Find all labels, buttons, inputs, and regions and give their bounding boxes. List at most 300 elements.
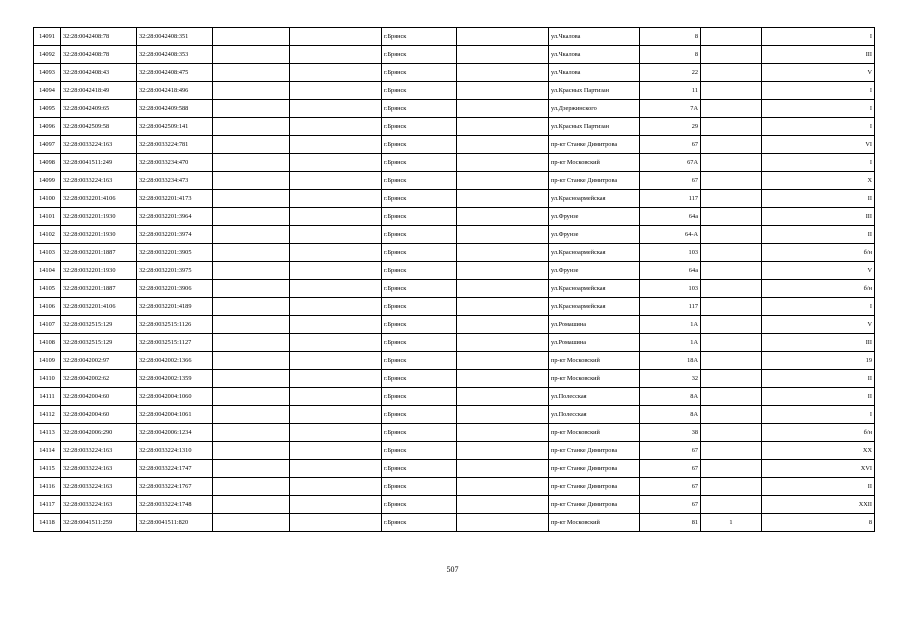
room-cell: III bbox=[762, 46, 875, 64]
row-number-cell: 14094 bbox=[34, 82, 61, 100]
cadastral-object-cell: 32:28:0032201:3905 bbox=[137, 244, 213, 262]
cadastral-parcel-cell: 32:28:0042004:60 bbox=[61, 406, 137, 424]
cadastral-object-cell: 32:28:0042002:1359 bbox=[137, 370, 213, 388]
empty-cell bbox=[290, 154, 382, 172]
city-cell: г.Брянск bbox=[382, 406, 457, 424]
city-cell: г.Брянск bbox=[382, 154, 457, 172]
city-cell: г.Брянск bbox=[382, 136, 457, 154]
table-row bbox=[34, 496, 875, 514]
city-cell: г.Брянск bbox=[382, 442, 457, 460]
room-cell: III bbox=[762, 208, 875, 226]
city-cell: г.Брянск bbox=[382, 298, 457, 316]
empty-cell bbox=[213, 298, 290, 316]
empty-cell bbox=[457, 172, 549, 190]
building-cell bbox=[701, 154, 762, 172]
empty-cell bbox=[213, 226, 290, 244]
empty-cell bbox=[213, 262, 290, 280]
room-cell: I bbox=[762, 118, 875, 136]
registry-table bbox=[33, 27, 875, 532]
table-row bbox=[34, 190, 875, 208]
city-cell: г.Брянск bbox=[382, 280, 457, 298]
empty-cell bbox=[290, 496, 382, 514]
cadastral-parcel-cell: 32:28:0033224:163 bbox=[61, 460, 137, 478]
row-number-cell: 14118 bbox=[34, 514, 61, 532]
city-cell: г.Брянск bbox=[382, 226, 457, 244]
cadastral-parcel-cell: 32:28:0033224:163 bbox=[61, 478, 137, 496]
street-cell: ул.Полесская bbox=[549, 406, 640, 424]
house-cell: 67 bbox=[640, 496, 701, 514]
empty-cell bbox=[213, 424, 290, 442]
empty-cell bbox=[290, 28, 382, 46]
empty-cell bbox=[213, 64, 290, 82]
city-cell: г.Брянск bbox=[382, 334, 457, 352]
cadastral-parcel-cell: 32:28:0042006:290 bbox=[61, 424, 137, 442]
empty-cell bbox=[290, 64, 382, 82]
city-cell: г.Брянск bbox=[382, 496, 457, 514]
cadastral-parcel-cell: 32:28:0033224:163 bbox=[61, 136, 137, 154]
city-cell: г.Брянск bbox=[382, 352, 457, 370]
street-cell: пр-кт Московский bbox=[549, 352, 640, 370]
empty-cell bbox=[290, 136, 382, 154]
empty-cell bbox=[457, 118, 549, 136]
room-cell: XVI bbox=[762, 460, 875, 478]
house-cell: 38 bbox=[640, 424, 701, 442]
room-cell: II bbox=[762, 478, 875, 496]
building-cell bbox=[701, 316, 762, 334]
room-cell: б/н bbox=[762, 244, 875, 262]
street-cell: ул.Ромашина bbox=[549, 316, 640, 334]
building-cell: 1 bbox=[701, 514, 762, 532]
building-cell bbox=[701, 388, 762, 406]
empty-cell bbox=[213, 514, 290, 532]
building-cell bbox=[701, 190, 762, 208]
cadastral-parcel-cell: 32:28:0042002:97 bbox=[61, 352, 137, 370]
street-cell: ул.Красноармейская bbox=[549, 280, 640, 298]
building-cell bbox=[701, 334, 762, 352]
table-row bbox=[34, 118, 875, 136]
cadastral-object-cell: 32:28:0033224:1748 bbox=[137, 496, 213, 514]
cadastral-object-cell: 32:28:0032201:4189 bbox=[137, 298, 213, 316]
empty-cell bbox=[457, 28, 549, 46]
building-cell bbox=[701, 82, 762, 100]
house-cell: 11 bbox=[640, 82, 701, 100]
empty-cell bbox=[290, 208, 382, 226]
empty-cell bbox=[290, 226, 382, 244]
empty-cell bbox=[290, 244, 382, 262]
table-row bbox=[34, 280, 875, 298]
row-number-cell: 14116 bbox=[34, 478, 61, 496]
table-row bbox=[34, 370, 875, 388]
table-row bbox=[34, 316, 875, 334]
building-cell bbox=[701, 496, 762, 514]
empty-cell bbox=[213, 388, 290, 406]
empty-cell bbox=[213, 496, 290, 514]
building-cell bbox=[701, 28, 762, 46]
cadastral-parcel-cell: 32:28:0042002:62 bbox=[61, 370, 137, 388]
house-cell: 29 bbox=[640, 118, 701, 136]
cadastral-parcel-cell: 32:28:0033224:163 bbox=[61, 172, 137, 190]
cadastral-parcel-cell: 32:28:0032201:1930 bbox=[61, 226, 137, 244]
street-cell: пр-кт Станке Димитрова bbox=[549, 460, 640, 478]
house-cell: 67 bbox=[640, 460, 701, 478]
empty-cell bbox=[290, 406, 382, 424]
room-cell: I bbox=[762, 82, 875, 100]
empty-cell bbox=[290, 298, 382, 316]
city-cell: г.Брянск bbox=[382, 64, 457, 82]
empty-cell bbox=[457, 190, 549, 208]
cadastral-parcel-cell: 32:28:0042408:78 bbox=[61, 46, 137, 64]
cadastral-parcel-cell: 32:28:0041511:259 bbox=[61, 514, 137, 532]
city-cell: г.Брянск bbox=[382, 28, 457, 46]
cadastral-object-cell: 32:28:0032201:3964 bbox=[137, 208, 213, 226]
empty-cell bbox=[457, 226, 549, 244]
row-number-cell: 14115 bbox=[34, 460, 61, 478]
street-cell: ул.Дзержинского bbox=[549, 100, 640, 118]
cadastral-object-cell: 32:28:0042002:1366 bbox=[137, 352, 213, 370]
empty-cell bbox=[213, 280, 290, 298]
cadastral-object-cell: 32:28:0032515:1126 bbox=[137, 316, 213, 334]
cadastral-parcel-cell: 32:28:0032201:1887 bbox=[61, 244, 137, 262]
empty-cell bbox=[213, 190, 290, 208]
room-cell: VI bbox=[762, 136, 875, 154]
empty-cell bbox=[457, 136, 549, 154]
house-cell: 32 bbox=[640, 370, 701, 388]
building-cell bbox=[701, 442, 762, 460]
room-cell: V bbox=[762, 316, 875, 334]
cadastral-object-cell: 32:28:0033234:473 bbox=[137, 172, 213, 190]
cadastral-parcel-cell: 32:28:0032201:1887 bbox=[61, 280, 137, 298]
empty-cell bbox=[213, 136, 290, 154]
room-cell: XX bbox=[762, 442, 875, 460]
city-cell: г.Брянск bbox=[382, 46, 457, 64]
house-cell: 67А bbox=[640, 154, 701, 172]
table-row bbox=[34, 298, 875, 316]
street-cell: пр-кт Станке Димитрова bbox=[549, 442, 640, 460]
room-cell: XXII bbox=[762, 496, 875, 514]
table-row bbox=[34, 262, 875, 280]
building-cell bbox=[701, 64, 762, 82]
building-cell bbox=[701, 352, 762, 370]
house-cell: 8 bbox=[640, 28, 701, 46]
row-number-cell: 14096 bbox=[34, 118, 61, 136]
empty-cell bbox=[457, 64, 549, 82]
row-number-cell: 14108 bbox=[34, 334, 61, 352]
empty-cell bbox=[457, 514, 549, 532]
room-cell: X bbox=[762, 172, 875, 190]
empty-cell bbox=[290, 118, 382, 136]
building-cell bbox=[701, 280, 762, 298]
house-cell: 67 bbox=[640, 172, 701, 190]
table-row bbox=[34, 514, 875, 532]
street-cell: пр-кт Московский bbox=[549, 370, 640, 388]
table-row bbox=[34, 226, 875, 244]
cadastral-parcel-cell: 32:28:0032201:1930 bbox=[61, 208, 137, 226]
empty-cell bbox=[290, 460, 382, 478]
empty-cell bbox=[457, 388, 549, 406]
cadastral-parcel-cell: 32:28:0032515:129 bbox=[61, 334, 137, 352]
empty-cell bbox=[213, 28, 290, 46]
cadastral-object-cell: 32:28:0042408:475 bbox=[137, 64, 213, 82]
cadastral-object-cell: 32:28:0033224:781 bbox=[137, 136, 213, 154]
row-number-cell: 14114 bbox=[34, 442, 61, 460]
city-cell: г.Брянск bbox=[382, 478, 457, 496]
row-number-cell: 14097 bbox=[34, 136, 61, 154]
empty-cell bbox=[457, 208, 549, 226]
building-cell bbox=[701, 226, 762, 244]
city-cell: г.Брянск bbox=[382, 370, 457, 388]
street-cell: ул.Фрунзе bbox=[549, 262, 640, 280]
empty-cell bbox=[457, 100, 549, 118]
table-row bbox=[34, 154, 875, 172]
row-number-cell: 14109 bbox=[34, 352, 61, 370]
room-cell: II bbox=[762, 388, 875, 406]
street-cell: ул.Полесская bbox=[549, 388, 640, 406]
city-cell: г.Брянск bbox=[382, 172, 457, 190]
street-cell: пр-кт Станке Димитрова bbox=[549, 496, 640, 514]
house-cell: 8А bbox=[640, 388, 701, 406]
cadastral-object-cell: 32:28:0042004:1061 bbox=[137, 406, 213, 424]
empty-cell bbox=[290, 442, 382, 460]
table-body bbox=[34, 28, 875, 532]
empty-cell bbox=[457, 280, 549, 298]
room-cell: б/н bbox=[762, 424, 875, 442]
cadastral-object-cell: 32:28:0032201:3974 bbox=[137, 226, 213, 244]
cadastral-parcel-cell: 32:28:0041511:249 bbox=[61, 154, 137, 172]
row-number-cell: 14110 bbox=[34, 370, 61, 388]
empty-cell bbox=[290, 478, 382, 496]
empty-cell bbox=[290, 316, 382, 334]
empty-cell bbox=[457, 316, 549, 334]
empty-cell bbox=[457, 424, 549, 442]
street-cell: ул.Красноармейская bbox=[549, 298, 640, 316]
building-cell bbox=[701, 172, 762, 190]
building-cell bbox=[701, 406, 762, 424]
empty-cell bbox=[457, 496, 549, 514]
room-cell: V bbox=[762, 262, 875, 280]
table-row bbox=[34, 388, 875, 406]
house-cell: 117 bbox=[640, 190, 701, 208]
cadastral-object-cell: 32:28:0032201:4173 bbox=[137, 190, 213, 208]
cadastral-parcel-cell: 32:28:0032201:1930 bbox=[61, 262, 137, 280]
empty-cell bbox=[213, 100, 290, 118]
house-cell: 67 bbox=[640, 442, 701, 460]
building-cell bbox=[701, 424, 762, 442]
empty-cell bbox=[213, 244, 290, 262]
table-row bbox=[34, 478, 875, 496]
cadastral-parcel-cell: 32:28:0042004:60 bbox=[61, 388, 137, 406]
empty-cell bbox=[213, 172, 290, 190]
cadastral-object-cell: 32:28:0032201:3975 bbox=[137, 262, 213, 280]
empty-cell bbox=[457, 46, 549, 64]
cadastral-object-cell: 32:28:0033224:1747 bbox=[137, 460, 213, 478]
cadastral-parcel-cell: 32:28:0042509:58 bbox=[61, 118, 137, 136]
empty-cell bbox=[290, 46, 382, 64]
row-number-cell: 14092 bbox=[34, 46, 61, 64]
cadastral-parcel-cell: 32:28:0042409:65 bbox=[61, 100, 137, 118]
house-cell: 67 bbox=[640, 136, 701, 154]
room-cell: I bbox=[762, 28, 875, 46]
city-cell: г.Брянск bbox=[382, 460, 457, 478]
house-cell: 22 bbox=[640, 64, 701, 82]
house-cell: 7А bbox=[640, 100, 701, 118]
building-cell bbox=[701, 118, 762, 136]
empty-cell bbox=[457, 370, 549, 388]
house-cell: 81 bbox=[640, 514, 701, 532]
room-cell: V bbox=[762, 64, 875, 82]
empty-cell bbox=[457, 460, 549, 478]
table-row bbox=[34, 352, 875, 370]
cadastral-parcel-cell: 32:28:0042408:43 bbox=[61, 64, 137, 82]
empty-cell bbox=[213, 406, 290, 424]
empty-cell bbox=[457, 82, 549, 100]
empty-cell bbox=[213, 316, 290, 334]
table-row bbox=[34, 244, 875, 262]
building-cell bbox=[701, 46, 762, 64]
building-cell bbox=[701, 100, 762, 118]
row-number-cell: 14093 bbox=[34, 64, 61, 82]
city-cell: г.Брянск bbox=[382, 514, 457, 532]
cadastral-object-cell: 32:28:0042409:588 bbox=[137, 100, 213, 118]
house-cell: 67 bbox=[640, 478, 701, 496]
street-cell: ул.Красных Партизан bbox=[549, 82, 640, 100]
row-number-cell: 14111 bbox=[34, 388, 61, 406]
city-cell: г.Брянск bbox=[382, 208, 457, 226]
house-cell: 103 bbox=[640, 244, 701, 262]
street-cell: пр-кт Московский bbox=[549, 424, 640, 442]
room-cell: I bbox=[762, 100, 875, 118]
street-cell: ул.Фрунзе bbox=[549, 226, 640, 244]
cadastral-parcel-cell: 32:28:0042408:78 bbox=[61, 28, 137, 46]
city-cell: г.Брянск bbox=[382, 424, 457, 442]
room-cell: б/н bbox=[762, 280, 875, 298]
building-cell bbox=[701, 244, 762, 262]
cadastral-object-cell: 32:28:0042418:496 bbox=[137, 82, 213, 100]
street-cell: пр-кт Московский bbox=[549, 154, 640, 172]
row-number-cell: 14099 bbox=[34, 172, 61, 190]
empty-cell bbox=[290, 334, 382, 352]
cadastral-object-cell: 32:28:0042408:351 bbox=[137, 28, 213, 46]
room-cell: I bbox=[762, 154, 875, 172]
row-number-cell: 14107 bbox=[34, 316, 61, 334]
table-row bbox=[34, 82, 875, 100]
empty-cell bbox=[290, 424, 382, 442]
table-row bbox=[34, 100, 875, 118]
empty-cell bbox=[457, 262, 549, 280]
house-cell: 1А bbox=[640, 316, 701, 334]
empty-cell bbox=[290, 388, 382, 406]
empty-cell bbox=[290, 352, 382, 370]
street-cell: пр-кт Станке Димитрова bbox=[549, 136, 640, 154]
empty-cell bbox=[213, 208, 290, 226]
empty-cell bbox=[457, 154, 549, 172]
street-cell: ул.Фрунзе bbox=[549, 208, 640, 226]
house-cell: 8 bbox=[640, 46, 701, 64]
house-cell: 18А bbox=[640, 352, 701, 370]
house-cell: 64-А bbox=[640, 226, 701, 244]
cadastral-parcel-cell: 32:28:0032201:4106 bbox=[61, 298, 137, 316]
street-cell: ул.Чкалова bbox=[549, 64, 640, 82]
empty-cell bbox=[457, 334, 549, 352]
empty-cell bbox=[213, 478, 290, 496]
room-cell: II bbox=[762, 190, 875, 208]
house-cell: 8А bbox=[640, 406, 701, 424]
cadastral-object-cell: 32:28:0032515:1127 bbox=[137, 334, 213, 352]
row-number-cell: 14105 bbox=[34, 280, 61, 298]
row-number-cell: 14098 bbox=[34, 154, 61, 172]
room-cell: 8 bbox=[762, 514, 875, 532]
row-number-cell: 14117 bbox=[34, 496, 61, 514]
empty-cell bbox=[213, 370, 290, 388]
building-cell bbox=[701, 208, 762, 226]
empty-cell bbox=[290, 100, 382, 118]
empty-cell bbox=[290, 190, 382, 208]
house-cell: 103 bbox=[640, 280, 701, 298]
city-cell: г.Брянск bbox=[382, 316, 457, 334]
empty-cell bbox=[290, 262, 382, 280]
street-cell: пр-кт Станке Димитрова bbox=[549, 478, 640, 496]
house-cell: 117 bbox=[640, 298, 701, 316]
empty-cell bbox=[213, 334, 290, 352]
street-cell: ул.Чкалова bbox=[549, 28, 640, 46]
building-cell bbox=[701, 262, 762, 280]
street-cell: ул.Чкалова bbox=[549, 46, 640, 64]
empty-cell bbox=[457, 244, 549, 262]
city-cell: г.Брянск bbox=[382, 388, 457, 406]
city-cell: г.Брянск bbox=[382, 100, 457, 118]
table-row bbox=[34, 406, 875, 424]
building-cell bbox=[701, 298, 762, 316]
empty-cell bbox=[457, 406, 549, 424]
table-row bbox=[34, 424, 875, 442]
row-number-cell: 14106 bbox=[34, 298, 61, 316]
empty-cell bbox=[213, 460, 290, 478]
table-row bbox=[34, 442, 875, 460]
table-row bbox=[34, 334, 875, 352]
room-cell: I bbox=[762, 298, 875, 316]
row-number-cell: 14101 bbox=[34, 208, 61, 226]
street-cell: ул.Красноармейская bbox=[549, 190, 640, 208]
street-cell: пр-кт Московский bbox=[549, 514, 640, 532]
room-cell: II bbox=[762, 370, 875, 388]
cadastral-object-cell: 32:28:0041511:820 bbox=[137, 514, 213, 532]
city-cell: г.Брянск bbox=[382, 244, 457, 262]
cadastral-parcel-cell: 32:28:0032201:4106 bbox=[61, 190, 137, 208]
house-cell: 64а bbox=[640, 208, 701, 226]
empty-cell bbox=[290, 514, 382, 532]
empty-cell bbox=[457, 478, 549, 496]
building-cell bbox=[701, 460, 762, 478]
cadastral-parcel-cell: 32:28:0042418:49 bbox=[61, 82, 137, 100]
cadastral-object-cell: 32:28:0032201:3906 bbox=[137, 280, 213, 298]
street-cell: пр-кт Станке Димитрова bbox=[549, 172, 640, 190]
room-cell: III bbox=[762, 334, 875, 352]
table-row bbox=[34, 46, 875, 64]
empty-cell bbox=[290, 172, 382, 190]
empty-cell bbox=[290, 82, 382, 100]
building-cell bbox=[701, 478, 762, 496]
building-cell bbox=[701, 370, 762, 388]
room-cell: II bbox=[762, 226, 875, 244]
house-cell: 1А bbox=[640, 334, 701, 352]
table-row bbox=[34, 208, 875, 226]
city-cell: г.Брянск bbox=[382, 262, 457, 280]
table-row bbox=[34, 28, 875, 46]
cadastral-object-cell: 32:28:0033224:1310 bbox=[137, 442, 213, 460]
cadastral-object-cell: 32:28:0033234:470 bbox=[137, 154, 213, 172]
empty-cell bbox=[457, 442, 549, 460]
cadastral-parcel-cell: 32:28:0033224:163 bbox=[61, 496, 137, 514]
empty-cell bbox=[457, 298, 549, 316]
